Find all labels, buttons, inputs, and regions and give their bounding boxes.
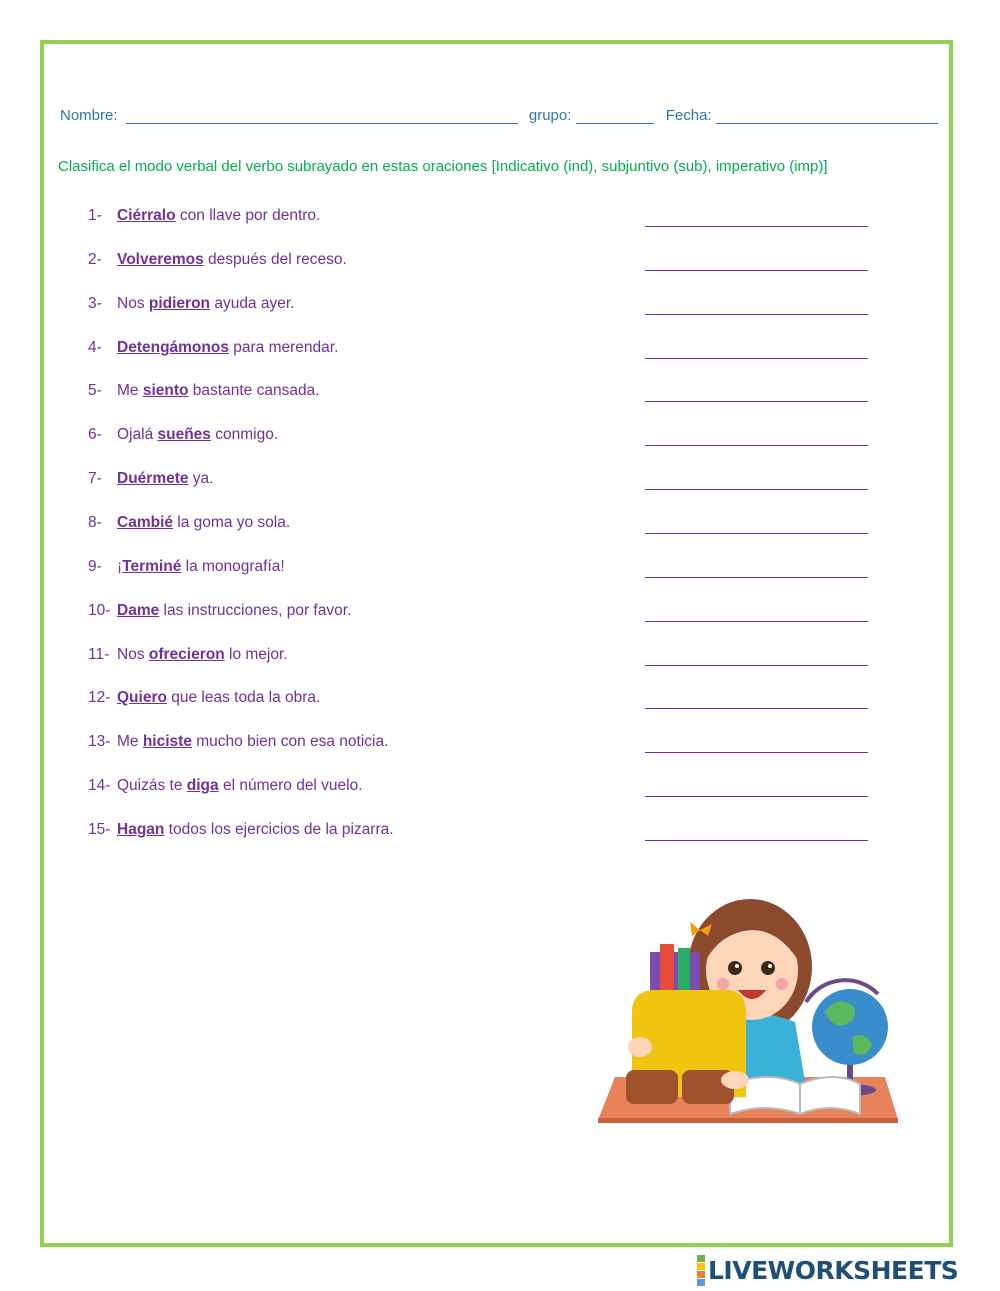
sentence-pre: Quizás te	[117, 777, 187, 794]
sentence-item	[88, 295, 294, 313]
answer-field[interactable]	[645, 226, 868, 227]
girl-with-backpack-and-globe-illustration	[560, 872, 940, 1132]
item-number: 14-	[88, 777, 111, 794]
item-number: 6-	[88, 426, 102, 443]
sentence-post: después del receso.	[203, 251, 347, 268]
sentence-item	[88, 646, 288, 664]
girl-cheek-left	[717, 978, 729, 990]
item-number: 10-	[88, 602, 111, 619]
item-number: 4-	[88, 339, 102, 356]
girl-hand-left	[628, 1037, 652, 1057]
sentence-item	[88, 382, 320, 400]
desk-edge	[598, 1118, 898, 1123]
sentence-post: las instrucciones, por favor.	[159, 602, 352, 619]
underlined-verb: sueñes	[157, 426, 211, 443]
liveworksheets-logo	[697, 1255, 958, 1285]
sentence-item	[88, 558, 285, 576]
logo-mark-square	[697, 1255, 705, 1262]
sentence-pre: Nos	[117, 295, 149, 312]
item-number: 7-	[88, 470, 102, 487]
answer-field[interactable]	[645, 577, 868, 578]
underlined-verb: siento	[142, 382, 189, 399]
sentence-post: la monografía!	[181, 558, 285, 575]
girl-cheek-right	[776, 978, 788, 990]
sentence-item	[88, 689, 320, 707]
name-field[interactable]	[126, 109, 518, 124]
underlined-verb: Ciérralo	[117, 207, 176, 224]
answer-field[interactable]	[645, 665, 868, 666]
logo-mark-icon	[697, 1255, 705, 1286]
sentence-pre: ¡	[117, 558, 123, 575]
sentence-post: bastante cansada.	[188, 382, 320, 399]
underlined-verb: Cambié	[117, 514, 173, 531]
sentence-item	[88, 251, 347, 269]
underlined-verb: Duérmete	[117, 470, 189, 487]
sentence-item	[88, 733, 388, 751]
sentence-post: lo mejor.	[224, 646, 288, 663]
answer-field[interactable]	[645, 533, 868, 534]
sentence-post: ya.	[188, 470, 214, 487]
group-label: grupo:	[528, 107, 572, 124]
answer-field[interactable]	[645, 840, 868, 841]
sentence-item	[88, 470, 213, 488]
underlined-verb: Quiero	[117, 689, 167, 706]
sentence-post: la goma yo sola.	[173, 514, 291, 531]
group-field[interactable]	[576, 109, 654, 124]
sentence-pre: Me	[117, 733, 143, 750]
underlined-verb: hiciste	[142, 733, 192, 750]
open-book	[730, 1077, 860, 1114]
sentence-post: ayuda ayer.	[210, 295, 295, 312]
sentence-post: todos los ejercicios de la pizarra.	[164, 821, 394, 838]
underlined-verb: pidieron	[148, 295, 211, 312]
sentence-post: que leas toda la obra.	[166, 689, 321, 706]
answer-field[interactable]	[645, 314, 868, 315]
underlined-verb: diga	[186, 777, 219, 794]
item-number: 2-	[88, 251, 102, 268]
item-number: 5-	[88, 382, 102, 399]
answer-field[interactable]	[645, 358, 868, 359]
logo-text: LIVEWORKSHEETS	[708, 1255, 959, 1285]
answer-field[interactable]	[645, 401, 868, 402]
sentence-pre: Ojalá	[117, 426, 158, 443]
sentence-item	[88, 207, 320, 225]
sentence-item	[88, 821, 394, 839]
underlined-verb: Detengámonos	[117, 339, 229, 356]
underlined-verb: ofrecieron	[148, 646, 225, 663]
answer-field[interactable]	[645, 270, 868, 271]
date-field[interactable]	[716, 109, 938, 124]
item-number: 8-	[88, 514, 102, 531]
sentence-item	[88, 777, 363, 795]
item-number: 13-	[88, 733, 111, 750]
sentence-post: mucho bien con esa noticia.	[191, 733, 389, 750]
item-number: 3-	[88, 295, 102, 312]
answer-field[interactable]	[645, 489, 868, 490]
name-label: Nombre:	[60, 107, 118, 124]
item-number: 15-	[88, 821, 111, 838]
sentence-pre: Nos	[117, 646, 149, 663]
logo-mark-square	[697, 1271, 705, 1278]
logo-mark-square	[697, 1263, 705, 1270]
item-number: 12-	[88, 689, 111, 706]
item-number: 9-	[88, 558, 102, 575]
item-number: 11-	[88, 646, 110, 663]
sentence-post: el número del vuelo.	[218, 777, 363, 794]
backpack-pocket	[626, 1070, 678, 1104]
instructions-text: Clasifica el modo verbal del verbo subrayado en estas oraciones [Indicativo (ind), subjuntivo (sub), imperativo (imp)]	[58, 158, 828, 175]
answer-field[interactable]	[645, 445, 868, 446]
header-line	[60, 107, 938, 124]
sentence-post: con llave por dentro.	[175, 207, 321, 224]
sentence-pre: Me	[117, 382, 143, 399]
sentence-item	[88, 339, 338, 357]
date-label: Fecha:	[665, 107, 712, 124]
logo-mark-square	[697, 1279, 705, 1286]
item-number: 1-	[88, 207, 102, 224]
answer-field[interactable]	[645, 796, 868, 797]
globe-sphere	[812, 989, 888, 1065]
sentence-item	[88, 602, 351, 620]
underlined-verb: Dame	[117, 602, 160, 619]
girl-eye-left	[728, 961, 742, 975]
girl-eye-right	[761, 961, 775, 975]
answer-field[interactable]	[645, 752, 868, 753]
sentence-item	[88, 426, 278, 444]
sentence-post: conmigo.	[210, 426, 279, 443]
girl-hand-right	[721, 1071, 749, 1089]
sentence-post: para merendar.	[228, 339, 339, 356]
underlined-verb: Terminé	[122, 558, 182, 575]
answer-field[interactable]	[645, 621, 868, 622]
sentence-item	[88, 514, 290, 532]
answer-field[interactable]	[645, 708, 868, 709]
underlined-verb: Volveremos	[117, 251, 204, 268]
underlined-verb: Hagan	[117, 821, 165, 838]
